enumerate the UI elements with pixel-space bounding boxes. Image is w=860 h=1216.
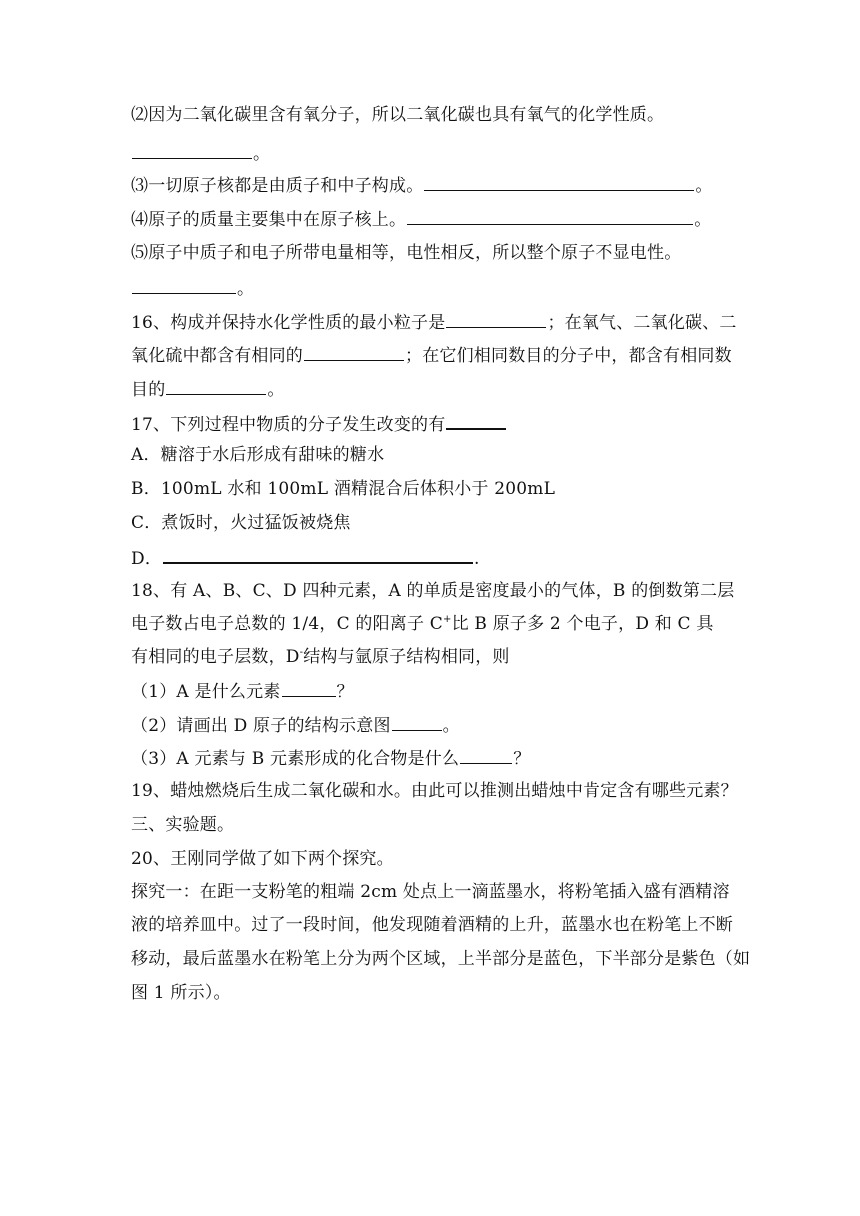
q16-text: 16、构成并保持水化学性质的最小粒子是 bbox=[131, 313, 446, 333]
q16-text: 目的 bbox=[131, 380, 166, 400]
q18-sub-2 bbox=[131, 714, 460, 737]
answer-blank[interactable] bbox=[163, 546, 473, 564]
q17-option-d bbox=[131, 546, 480, 570]
q17-option-b bbox=[131, 478, 555, 500]
q18-text: 结构与氩原子结构相同，则 bbox=[303, 647, 510, 667]
explore1-line-2 bbox=[131, 914, 733, 936]
q18-sub-3 bbox=[131, 747, 530, 770]
q18-sub-text: （3）A 元素与 B 元素形成的化合物是什么 bbox=[131, 749, 460, 769]
q15-3-statement bbox=[131, 174, 713, 197]
q15-5-answer-line bbox=[131, 277, 254, 300]
explore1-text: 图 1 所示）。 bbox=[131, 983, 231, 1003]
end-mark: 。 bbox=[267, 380, 285, 400]
q18-sub-text: ？ bbox=[513, 749, 531, 769]
explore1-text: 液的培养皿中。过了一段时间，他发现随着酒精的上升，蓝墨水也在粉笔上不断 bbox=[131, 915, 733, 935]
q18-sub-text: 。 bbox=[442, 716, 460, 736]
q17-stem bbox=[131, 412, 507, 436]
option-c-text: C．煮饭时，火过猛饭被烧焦 bbox=[131, 513, 351, 533]
answer-blank[interactable] bbox=[446, 412, 506, 430]
q15-2-answer-line bbox=[131, 142, 270, 165]
answer-blank[interactable] bbox=[407, 208, 693, 225]
q18-sub-text: ？ bbox=[336, 682, 354, 702]
end-mark: 。 bbox=[253, 144, 271, 164]
explore1-line-3 bbox=[131, 948, 750, 970]
section-title: 三、实验题。 bbox=[131, 815, 235, 835]
q18-line-1 bbox=[131, 580, 734, 602]
q15-3-text: ⑶一切原子核都是由质子和中子构成。 bbox=[131, 176, 424, 196]
superscript: - bbox=[299, 647, 304, 658]
answer-blank[interactable] bbox=[446, 311, 546, 328]
q15-4-statement bbox=[131, 208, 711, 231]
end-mark: 。 bbox=[237, 279, 255, 299]
q17-option-a bbox=[131, 444, 384, 466]
answer-blank[interactable] bbox=[304, 344, 404, 361]
q18-line-2 bbox=[131, 613, 714, 635]
q18-text: 18、有 A、B、C、D 四种元素，A 的单质是密度最小的气体，B 的倒数第二层 bbox=[131, 581, 735, 601]
q18-sub-1 bbox=[131, 680, 354, 703]
answer-blank[interactable] bbox=[424, 174, 694, 191]
q16-line-2 bbox=[131, 344, 732, 367]
q16-text: ；在氧气、二氧化碳、二 bbox=[547, 313, 737, 333]
end-mark: 。 bbox=[694, 210, 712, 230]
q18-text: 有相同的电子层数，D bbox=[131, 647, 300, 667]
explore1-text: 探究一：在距一支粉笔的粗端 2cm 处点上一滴蓝墨水，将粉笔插入盛有酒精溶 bbox=[131, 882, 730, 902]
answer-blank[interactable] bbox=[392, 714, 442, 731]
q16-text: ；在它们相同数目的分子中，都含有相同数 bbox=[405, 346, 732, 366]
q15-5-statement bbox=[131, 242, 681, 264]
q15-4-text: ⑷原子的质量主要集中在原子核上。 bbox=[131, 210, 407, 230]
answer-blank[interactable] bbox=[282, 680, 336, 697]
option-a-text: A．糖溶于水后形成有甜味的糖水 bbox=[131, 445, 385, 465]
option-d-text: D． bbox=[131, 549, 163, 569]
q15-5-text: ⑸原子中质子和电子所带电量相等，电性相反，所以整个原子不显电性。 bbox=[131, 243, 682, 263]
answer-blank[interactable] bbox=[132, 277, 236, 294]
answer-blank[interactable] bbox=[460, 747, 512, 764]
q16-line-3 bbox=[131, 378, 285, 401]
q19-text: 19、蜡烛燃烧后生成二氧化碳和水。由此可以推测出蜡烛中肯定含有哪些元素？ bbox=[131, 781, 738, 801]
q16-text: 氧化硫中都含有相同的 bbox=[131, 346, 303, 366]
end-mark: 。 bbox=[695, 176, 713, 196]
answer-blank[interactable] bbox=[132, 142, 252, 159]
q18-line-3 bbox=[131, 646, 510, 668]
q17-option-c bbox=[131, 512, 351, 534]
q20-line bbox=[131, 848, 394, 870]
option-b-text: B．100mL 水和 100mL 酒精混合后体积小于 200mL bbox=[131, 479, 556, 499]
q15-2-text: ⑵因为二氧化碳里含有氧分子，所以二氧化碳也具有氧气的化学性质。 bbox=[131, 105, 665, 125]
q17-text: 17、下列过程中物质的分子发生改变的有 bbox=[131, 415, 446, 435]
q18-text: 电子数占电子总数的 1/4，C 的阳离子 C bbox=[131, 614, 443, 634]
q18-text: 比 B 原子多 2 个电子，D 和 C 具 bbox=[451, 614, 714, 634]
q20-text: 20、王刚同学做了如下两个探究。 bbox=[131, 849, 394, 869]
section-heading bbox=[131, 814, 234, 836]
q19-line bbox=[131, 780, 738, 802]
q16-line-1 bbox=[131, 311, 737, 334]
q18-sub-text: （2）请画出 D 原子的结构示意图 bbox=[131, 716, 391, 736]
superscript: + bbox=[443, 614, 452, 625]
end-mark: . bbox=[474, 549, 480, 569]
q18-sub-text: （1）A 是什么元素 bbox=[131, 682, 281, 702]
answer-blank[interactable] bbox=[166, 378, 266, 395]
explore1-line-4 bbox=[131, 982, 231, 1004]
q15-2-statement bbox=[131, 104, 664, 126]
explore1-line-1 bbox=[131, 881, 730, 903]
explore1-text: 移动，最后蓝墨水在粉笔上分为两个区域，上半部分是蓝色，下半部分是紫色（如 bbox=[131, 949, 751, 969]
